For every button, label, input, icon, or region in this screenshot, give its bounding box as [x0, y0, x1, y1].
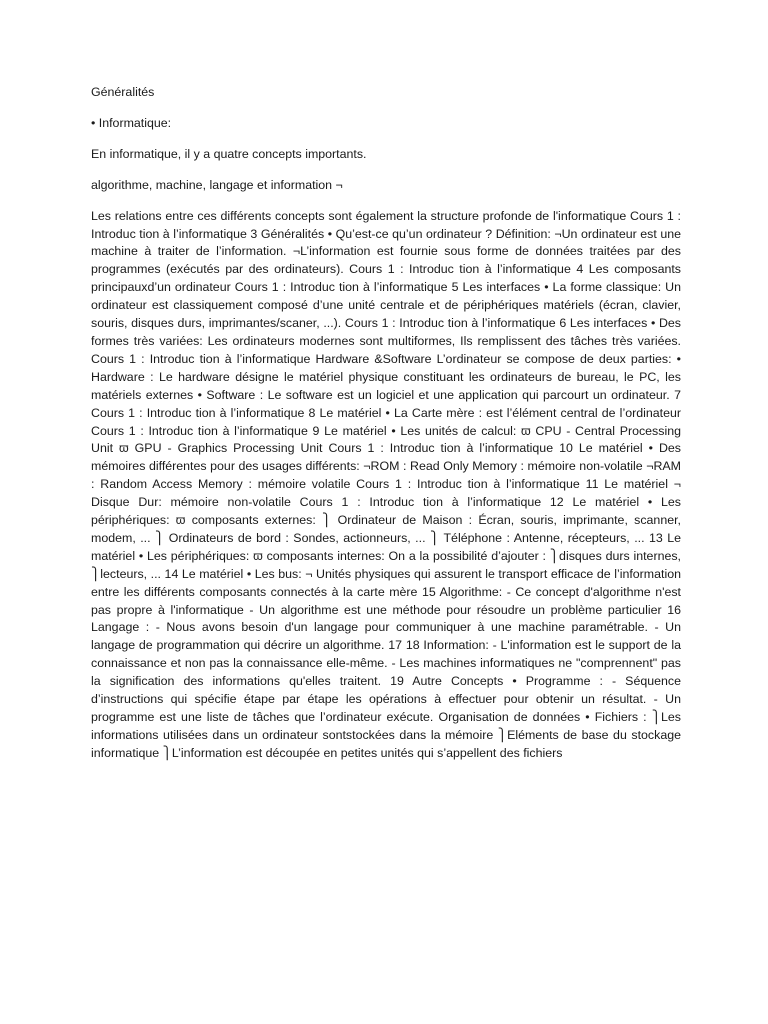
- concepts-paragraph: algorithme, machine, langage et information ¬: [91, 177, 343, 192]
- bullet-informatique: • Informatique:: [91, 115, 172, 130]
- section-heading: Généralités: [91, 85, 155, 99]
- document-page: [91, 84, 681, 763]
- body-paragraph: Les relations entre ces différents concepts sont également la structure profonde de l'informatique Cours 1 : Introduc tion à l’informatique 3 Généralités • Qu’est-ce qu’un ordinateur ? Définition: ¬Un ordinateur est une machine à traiter de l’information. ¬L’information est fournie sous forme de données traitées par des programmes (exécutés par des ordinateurs). Cours 1 : Introduc tion à l’informatique 4 Les composants principauxd’un ordinateur Cours 1 : Introduc tion à l’informatique 5 Les interfaces • La forme classique: Un ordinateur est classiquement composé d’une unité centrale et de périphériques matériels (écran, clavier, souris, disques durs, imprimantes/scaner, ...). Cours 1 : Introduc tion à l’informatique 6 Les interfaces • Des formes très variées: Les ordinateurs modernes sont multiformes, Ils remplissent des tâches très variées. Cours 1 : Introduc tion à l’informatique Hardware &Software L’ordinateur se compose de deux parties: • Hardware : Le hardware désigne le matériel physique constituant les ordinateurs de bureau, le PC, les matériels externes • Software : Le software est un logiciel et une application qui parcourt un ordinateur. 7 Cours 1 : Introduc tion à l’informatique 8 Le matériel • La Carte mère : est l’élément central de l’ordinateur Cours 1 : Introduc tion à l’informatique 9 Le matériel • Les unités de calcul: ϖ CPU - Central Processing Unit ϖ GPU - Graphics Processing Unit Cours 1 : Introduc tion à l’informatique 10 Le matériel • Des mémoires différentes pour des usages différents: ¬ROM : Read Only Memory : mémoire non-volatile ¬RAM : Random Access Memory : mémoire volatile Cours 1 : Introduc tion à l’informatique 11 Le matériel ¬ Disque Dur: mémoire non-volatile Cours 1 : Introduc tion à l’informatique 12 Le matériel • Les périphériques: ϖ composants externes: ⎫ Ordinateur de Maison : Écran, souris, imprimante, scanner, modem, ... ⎫ Ordinateurs de bord : Sondes, actionneurs, ... ⎫ Téléphone : Antenne, récepteurs, ... 13 Le matériel • Les périphériques: ϖ composants internes: On a la possibilité d’ajouter : ⎫disques durs internes, ⎫lecteurs, ... 14 Le matériel • Les bus: ¬ Unités physiques qui assurent le transport efficace de l’information entre les différents composants connectés à la carte mère 15 Algorithme: - Ce concept d'algorithme n'est pas propre à l'informatique - Un algorithme est une méthode pour résoudre un problème particulier 16 Langage : - Nous avons besoin d'un langage pour communiquer à une machine paramétrable. - Un langage de programmation qui décrire un algorithme. 17 18 Information: - L'information est le support de la connaissance et non pas la connaissance elle-même. - Les machines informatiques ne "comprennent" pas la signification des informations qu'elles traitent. 19 Autre Concepts • Programme : - Séquence d’instructions qui spécifie étape par étape les opérations à effectuer pour obtenir un résultat. - Un programme est une liste de tâches que l’ordinateur exécute. Organisation de données • Fichiers : ⎫Les informations utilisées dans un ordinateur sontstockées dans la mémoire ⎫Eléments de base du stockage informatique ⎫L’information est découpée en petites unités qui s’appellent des fichiers: [91, 208, 681, 760]
- intro-paragraph: En informatique, il y a quatre concepts importants.: [91, 146, 367, 161]
